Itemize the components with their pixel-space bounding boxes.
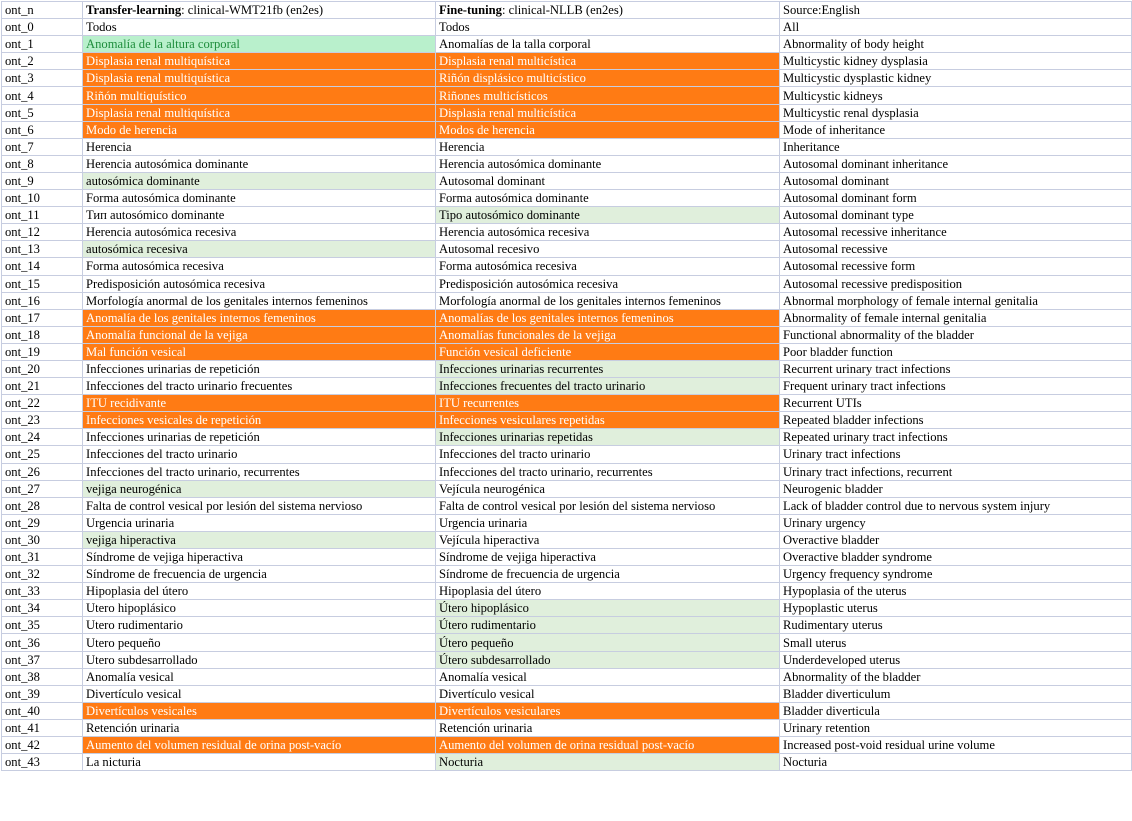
fine-tuning-cell[interactable]: Autosomal recesivo — [436, 241, 780, 258]
source-cell[interactable]: Urinary retention — [780, 719, 1132, 736]
source-cell[interactable]: Multicystic kidneys — [780, 87, 1132, 104]
source-cell[interactable]: Abnormality of female internal genitalia — [780, 309, 1132, 326]
source-cell[interactable]: Mode of inheritance — [780, 121, 1132, 138]
transfer-learning-cell[interactable]: Тип autosómico dominante — [83, 207, 436, 224]
transfer-learning-cell[interactable]: Infecciones urinarias de repetición — [83, 360, 436, 377]
id-cell[interactable]: ont_2 — [2, 53, 83, 70]
source-cell[interactable]: Nocturia — [780, 754, 1132, 771]
transfer-learning-cell[interactable]: Infecciones del tracto urinario — [83, 446, 436, 463]
table-row — [2, 326, 1132, 343]
fine-tuning-cell[interactable]: Displasia renal multicística — [436, 104, 780, 121]
id-cell[interactable]: ont_29 — [2, 514, 83, 531]
fine-tuning-cell[interactable]: Función vesical deficiente — [436, 343, 780, 360]
transfer-learning-cell[interactable]: Hipoplasia del útero — [83, 583, 436, 600]
table-row — [2, 19, 1132, 36]
id-cell[interactable]: ont_12 — [2, 224, 83, 241]
header-source-cell[interactable]: Source:English — [780, 2, 1132, 19]
table-row — [2, 651, 1132, 668]
source-cell[interactable]: Autosomal dominant form — [780, 190, 1132, 207]
table-row — [2, 258, 1132, 275]
table-row — [2, 429, 1132, 446]
header-fine-tuning-cell[interactable] — [436, 2, 780, 19]
fine-tuning-cell[interactable]: Anomalías de los genitales internos femeninos — [436, 309, 780, 326]
transfer-learning-cell[interactable]: autosómica dominante — [83, 172, 436, 189]
transfer-learning-cell[interactable]: autosómica recesiva — [83, 241, 436, 258]
table-row — [2, 737, 1132, 754]
id-cell[interactable]: ont_26 — [2, 463, 83, 480]
id-cell[interactable]: ont_36 — [2, 634, 83, 651]
transfer-learning-cell[interactable]: Síndrome de frecuencia de urgencia — [83, 566, 436, 583]
table-row — [2, 104, 1132, 121]
fine-tuning-cell[interactable]: Todos — [436, 19, 780, 36]
id-cell[interactable]: ont_27 — [2, 480, 83, 497]
source-cell[interactable]: Autosomal recessive predisposition — [780, 275, 1132, 292]
table-row — [2, 70, 1132, 87]
id-cell[interactable]: ont_17 — [2, 309, 83, 326]
transfer-learning-cell[interactable]: Urgencia urinaria — [83, 514, 436, 531]
fine-tuning-cell[interactable]: Forma autosómica dominante — [436, 190, 780, 207]
table-row — [2, 600, 1132, 617]
fine-tuning-cell[interactable]: Predisposición autosómica recesiva — [436, 275, 780, 292]
transfer-learning-cell[interactable]: Displasia renal multiquística — [83, 70, 436, 87]
table-row — [2, 395, 1132, 412]
fine-tuning-cell[interactable]: Síndrome de vejiga hiperactiva — [436, 549, 780, 566]
id-cell[interactable]: ont_10 — [2, 190, 83, 207]
table-row — [2, 531, 1132, 548]
fine-tuning-cell[interactable]: Aumento del volumen de orina residual post-vacío — [436, 737, 780, 754]
source-cell[interactable]: Neurogenic bladder — [780, 480, 1132, 497]
transfer-learning-cell[interactable]: Modo de herencia — [83, 121, 436, 138]
fine-tuning-cell[interactable]: Riñón displásico multicístico — [436, 70, 780, 87]
transfer-learning-cell[interactable]: Forma autosómica dominante — [83, 190, 436, 207]
id-cell[interactable]: ont_14 — [2, 258, 83, 275]
source-cell[interactable]: Repeated urinary tract infections — [780, 429, 1132, 446]
source-cell[interactable]: Autosomal recessive form — [780, 258, 1132, 275]
table-row — [2, 155, 1132, 172]
transfer-learning-cell[interactable]: Forma autosómica recesiva — [83, 258, 436, 275]
header-row — [2, 2, 1132, 19]
source-cell[interactable]: Rudimentary uterus — [780, 617, 1132, 634]
table-row — [2, 360, 1132, 377]
id-cell[interactable]: ont_42 — [2, 737, 83, 754]
id-cell[interactable]: ont_22 — [2, 395, 83, 412]
table-row — [2, 719, 1132, 736]
source-cell[interactable]: Bladder diverticulum — [780, 685, 1132, 702]
transfer-learning-cell[interactable]: vejiga hiperactiva — [83, 531, 436, 548]
source-cell[interactable]: Abnormal morphology of female internal genitalia — [780, 292, 1132, 309]
table-row — [2, 480, 1132, 497]
id-cell[interactable]: ont_20 — [2, 360, 83, 377]
fine-tuning-cell[interactable]: Falta de control vesical por lesión del sistema nervioso — [436, 497, 780, 514]
transfer-learning-cell[interactable]: Mal función vesical — [83, 343, 436, 360]
fine-tuning-cell[interactable]: Hipoplasia del útero — [436, 583, 780, 600]
source-cell[interactable]: Urinary tract infections, recurrent — [780, 463, 1132, 480]
fine-tuning-cell[interactable]: Forma autosómica recesiva — [436, 258, 780, 275]
fine-tuning-cell[interactable]: Urgencia urinaria — [436, 514, 780, 531]
table-row — [2, 566, 1132, 583]
id-cell[interactable]: ont_8 — [2, 155, 83, 172]
source-cell[interactable]: Functional abnormality of the bladder — [780, 326, 1132, 343]
source-cell[interactable]: Abnormality of body height — [780, 36, 1132, 53]
fine-tuning-cell[interactable]: Infecciones vesiculares repetidas — [436, 412, 780, 429]
table-row — [2, 514, 1132, 531]
id-cell[interactable]: ont_18 — [2, 326, 83, 343]
id-cell[interactable]: ont_9 — [2, 172, 83, 189]
transfer-learning-cell[interactable]: Morfología anormal de los genitales internos femeninos — [83, 292, 436, 309]
transfer-learning-cell[interactable]: Riñón multiquístico — [83, 87, 436, 104]
id-cell[interactable]: ont_38 — [2, 668, 83, 685]
fine-tuning-cell[interactable]: Retención urinaria — [436, 719, 780, 736]
transfer-learning-cell[interactable]: Herencia autosómica recesiva — [83, 224, 436, 241]
transfer-learning-cell[interactable]: Infecciones del tracto urinario, recurrentes — [83, 463, 436, 480]
id-cell[interactable]: ont_33 — [2, 583, 83, 600]
fine-tuning-cell[interactable]: Útero pequeño — [436, 634, 780, 651]
id-cell[interactable]: ont_13 — [2, 241, 83, 258]
transfer-learning-cell[interactable]: Displasia renal multiquística — [83, 104, 436, 121]
table-row — [2, 617, 1132, 634]
id-cell[interactable]: ont_19 — [2, 343, 83, 360]
table-row — [2, 241, 1132, 258]
table-row — [2, 685, 1132, 702]
fine-tuning-cell[interactable]: Infecciones frecuentes del tracto urinario — [436, 378, 780, 395]
table-body — [2, 19, 1132, 771]
source-cell[interactable]: Autosomal recessive — [780, 241, 1132, 258]
source-cell[interactable]: Multicystic kidney dysplasia — [780, 53, 1132, 70]
transfer-learning-cell[interactable]: Síndrome de vejiga hiperactiva — [83, 549, 436, 566]
table-row — [2, 634, 1132, 651]
transfer-learning-cell[interactable]: Anomalía vesical — [83, 668, 436, 685]
id-cell[interactable]: ont_40 — [2, 702, 83, 719]
fine-tuning-cell[interactable]: Vejícula hiperactiva — [436, 531, 780, 548]
fine-tuning-cell[interactable]: ITU recurrentes — [436, 395, 780, 412]
fine-tuning-cell[interactable]: Síndrome de frecuencia de urgencia — [436, 566, 780, 583]
id-cell[interactable]: ont_15 — [2, 275, 83, 292]
id-cell[interactable]: ont_4 — [2, 87, 83, 104]
id-cell[interactable]: ont_43 — [2, 754, 83, 771]
source-cell[interactable]: Lack of bladder control due to nervous system injury — [780, 497, 1132, 514]
id-cell[interactable]: ont_3 — [2, 70, 83, 87]
source-cell[interactable]: Inheritance — [780, 138, 1132, 155]
id-cell[interactable]: ont_6 — [2, 121, 83, 138]
fine-tuning-cell[interactable]: Anomalías funcionales de la vejiga — [436, 326, 780, 343]
fine-tuning-cell[interactable]: Infecciones del tracto urinario — [436, 446, 780, 463]
source-cell[interactable]: Autosomal dominant type — [780, 207, 1132, 224]
id-cell[interactable]: ont_7 — [2, 138, 83, 155]
transfer-learning-cell[interactable]: Anomalía de la altura corporal — [83, 36, 436, 53]
table-row — [2, 754, 1132, 771]
source-cell[interactable]: Abnormality of the bladder — [780, 668, 1132, 685]
table-row — [2, 207, 1132, 224]
transfer-learning-cell[interactable]: Divertículos vesicales — [83, 702, 436, 719]
id-cell[interactable]: ont_0 — [2, 19, 83, 36]
source-cell[interactable]: Multicystic dysplastic kidney — [780, 70, 1132, 87]
table-row — [2, 138, 1132, 155]
fine-tuning-cell[interactable]: Anomalías de la talla corporal — [436, 36, 780, 53]
header-transfer-learning-cell[interactable] — [83, 2, 436, 19]
id-cell[interactable]: ont_25 — [2, 446, 83, 463]
source-cell[interactable]: Overactive bladder syndrome — [780, 549, 1132, 566]
fine-tuning-cell[interactable]: Vejícula neurogénica — [436, 480, 780, 497]
table-row — [2, 275, 1132, 292]
fine-tuning-cell[interactable]: Herencia — [436, 138, 780, 155]
table-row — [2, 309, 1132, 326]
table-row — [2, 343, 1132, 360]
table-row — [2, 412, 1132, 429]
source-cell[interactable]: Bladder diverticula — [780, 702, 1132, 719]
source-cell[interactable]: Poor bladder function — [780, 343, 1132, 360]
table-row — [2, 53, 1132, 70]
id-cell[interactable]: ont_5 — [2, 104, 83, 121]
table-row — [2, 378, 1132, 395]
transfer-learning-cell[interactable]: Displasia renal multiquística — [83, 53, 436, 70]
table-row — [2, 121, 1132, 138]
fine-tuning-cell[interactable]: Herencia autosómica dominante — [436, 155, 780, 172]
source-cell[interactable]: Multicystic renal dysplasia — [780, 104, 1132, 121]
id-cell[interactable]: ont_41 — [2, 719, 83, 736]
transfer-learning-cell[interactable]: Infecciones del tracto urinario frecuentes — [83, 378, 436, 395]
source-cell[interactable]: Increased post-void residual urine volume — [780, 737, 1132, 754]
fine-tuning-cell[interactable]: Útero subdesarrollado — [436, 651, 780, 668]
source-cell[interactable]: All — [780, 19, 1132, 36]
transfer-learning-cell[interactable]: Falta de control vesical por lesión del sistema nervioso — [83, 497, 436, 514]
transfer-learning-cell[interactable]: Retención urinaria — [83, 719, 436, 736]
fine-tuning-cell[interactable]: Autosomal dominant — [436, 172, 780, 189]
transfer-learning-cell[interactable]: Utero subdesarrollado — [83, 651, 436, 668]
transfer-learning-cell[interactable]: Herencia — [83, 138, 436, 155]
fine-tuning-cell[interactable]: Infecciones del tracto urinario, recurrentes — [436, 463, 780, 480]
fine-tuning-cell[interactable]: Infecciones urinarias recurrentes — [436, 360, 780, 377]
fine-tuning-cell[interactable]: Herencia autosómica recesiva — [436, 224, 780, 241]
fine-tuning-cell[interactable]: Riñones multicísticos — [436, 87, 780, 104]
transfer-learning-cell[interactable]: vejiga neurogénica — [83, 480, 436, 497]
id-cell[interactable]: ont_30 — [2, 531, 83, 548]
table-row — [2, 702, 1132, 719]
source-cell[interactable]: Urinary urgency — [780, 514, 1132, 531]
source-cell[interactable]: Repeated bladder infections — [780, 412, 1132, 429]
id-cell[interactable]: ont_24 — [2, 429, 83, 446]
header-fine-tuning-label: Fine-tuning — [439, 3, 502, 18]
table-row — [2, 446, 1132, 463]
fine-tuning-cell[interactable]: Modos de herencia — [436, 121, 780, 138]
fine-tuning-cell[interactable]: Displasia renal multicística — [436, 53, 780, 70]
id-cell[interactable]: ont_21 — [2, 378, 83, 395]
source-cell[interactable]: Underdeveloped uterus — [780, 651, 1132, 668]
source-cell[interactable]: Recurrent UTIs — [780, 395, 1132, 412]
transfer-learning-cell[interactable]: Infecciones vesicales de repetición — [83, 412, 436, 429]
source-cell[interactable]: Hypoplastic uterus — [780, 600, 1132, 617]
source-cell[interactable]: Hypoplasia of the uterus — [780, 583, 1132, 600]
fine-tuning-cell[interactable]: Tipo autosómico dominante — [436, 207, 780, 224]
id-cell[interactable]: ont_32 — [2, 566, 83, 583]
table-row — [2, 87, 1132, 104]
fine-tuning-cell[interactable]: Divertículos vesiculares — [436, 702, 780, 719]
id-cell[interactable]: ont_39 — [2, 685, 83, 702]
fine-tuning-cell[interactable]: Anomalía vesical — [436, 668, 780, 685]
id-cell[interactable]: ont_16 — [2, 292, 83, 309]
table-row — [2, 224, 1132, 241]
translation-comparison-table — [1, 1, 1132, 771]
fine-tuning-cell[interactable]: Útero rudimentario — [436, 617, 780, 634]
transfer-learning-cell[interactable]: Herencia autosómica dominante — [83, 155, 436, 172]
table-row — [2, 497, 1132, 514]
source-cell[interactable]: Frequent urinary tract infections — [780, 378, 1132, 395]
transfer-learning-cell[interactable]: Infecciones urinarias de repetición — [83, 429, 436, 446]
transfer-learning-cell[interactable]: Utero pequeño — [83, 634, 436, 651]
fine-tuning-cell[interactable]: Morfología anormal de los genitales internos femeninos — [436, 292, 780, 309]
transfer-learning-cell[interactable]: Anomalía de los genitales internos femeninos — [83, 309, 436, 326]
table-row — [2, 668, 1132, 685]
source-cell[interactable]: Autosomal dominant — [780, 172, 1132, 189]
source-cell[interactable]: Overactive bladder — [780, 531, 1132, 548]
source-cell[interactable]: Autosomal dominant inheritance — [780, 155, 1132, 172]
fine-tuning-cell[interactable]: Divertículo vesical — [436, 685, 780, 702]
id-cell[interactable]: ont_35 — [2, 617, 83, 634]
id-cell[interactable]: ont_31 — [2, 549, 83, 566]
fine-tuning-cell[interactable]: Útero hipoplásico — [436, 600, 780, 617]
table-row — [2, 36, 1132, 53]
transfer-learning-cell[interactable]: Todos — [83, 19, 436, 36]
table-row — [2, 549, 1132, 566]
table-row — [2, 583, 1132, 600]
table-row — [2, 292, 1132, 309]
transfer-learning-cell[interactable]: La nicturia — [83, 754, 436, 771]
id-cell[interactable]: ont_23 — [2, 412, 83, 429]
transfer-learning-cell[interactable]: Predisposición autosómica recesiva — [83, 275, 436, 292]
transfer-learning-cell[interactable]: Aumento del volumen residual de orina post-vacío — [83, 737, 436, 754]
source-cell[interactable]: Recurrent urinary tract infections — [780, 360, 1132, 377]
id-cell[interactable]: ont_11 — [2, 207, 83, 224]
transfer-learning-cell[interactable]: Utero rudimentario — [83, 617, 436, 634]
header-transfer-learning-label: Transfer-learning — [86, 3, 182, 18]
table-row — [2, 190, 1132, 207]
transfer-learning-cell[interactable]: ITU recidivante — [83, 395, 436, 412]
source-cell[interactable]: Small uterus — [780, 634, 1132, 651]
header-id-cell[interactable]: ont_n — [2, 2, 83, 19]
id-cell[interactable]: ont_37 — [2, 651, 83, 668]
transfer-learning-cell[interactable]: Anomalía funcional de la vejiga — [83, 326, 436, 343]
id-cell[interactable]: ont_1 — [2, 36, 83, 53]
transfer-learning-cell[interactable]: Divertículo vesical — [83, 685, 436, 702]
table-row — [2, 463, 1132, 480]
transfer-learning-cell[interactable]: Utero hipoplásico — [83, 600, 436, 617]
source-cell[interactable]: Urgency frequency syndrome — [780, 566, 1132, 583]
source-cell[interactable]: Autosomal recessive inheritance — [780, 224, 1132, 241]
source-cell[interactable]: Urinary tract infections — [780, 446, 1132, 463]
id-cell[interactable]: ont_28 — [2, 497, 83, 514]
table-row — [2, 172, 1132, 189]
header-fine-tuning-model: : clinical-NLLB (en2es) — [501, 3, 623, 18]
fine-tuning-cell[interactable]: Infecciones urinarias repetidas — [436, 429, 780, 446]
id-cell[interactable]: ont_34 — [2, 600, 83, 617]
header-transfer-learning-model: : clinical-WMT21fb (en2es) — [181, 3, 324, 18]
fine-tuning-cell[interactable]: Nocturia — [436, 754, 780, 771]
